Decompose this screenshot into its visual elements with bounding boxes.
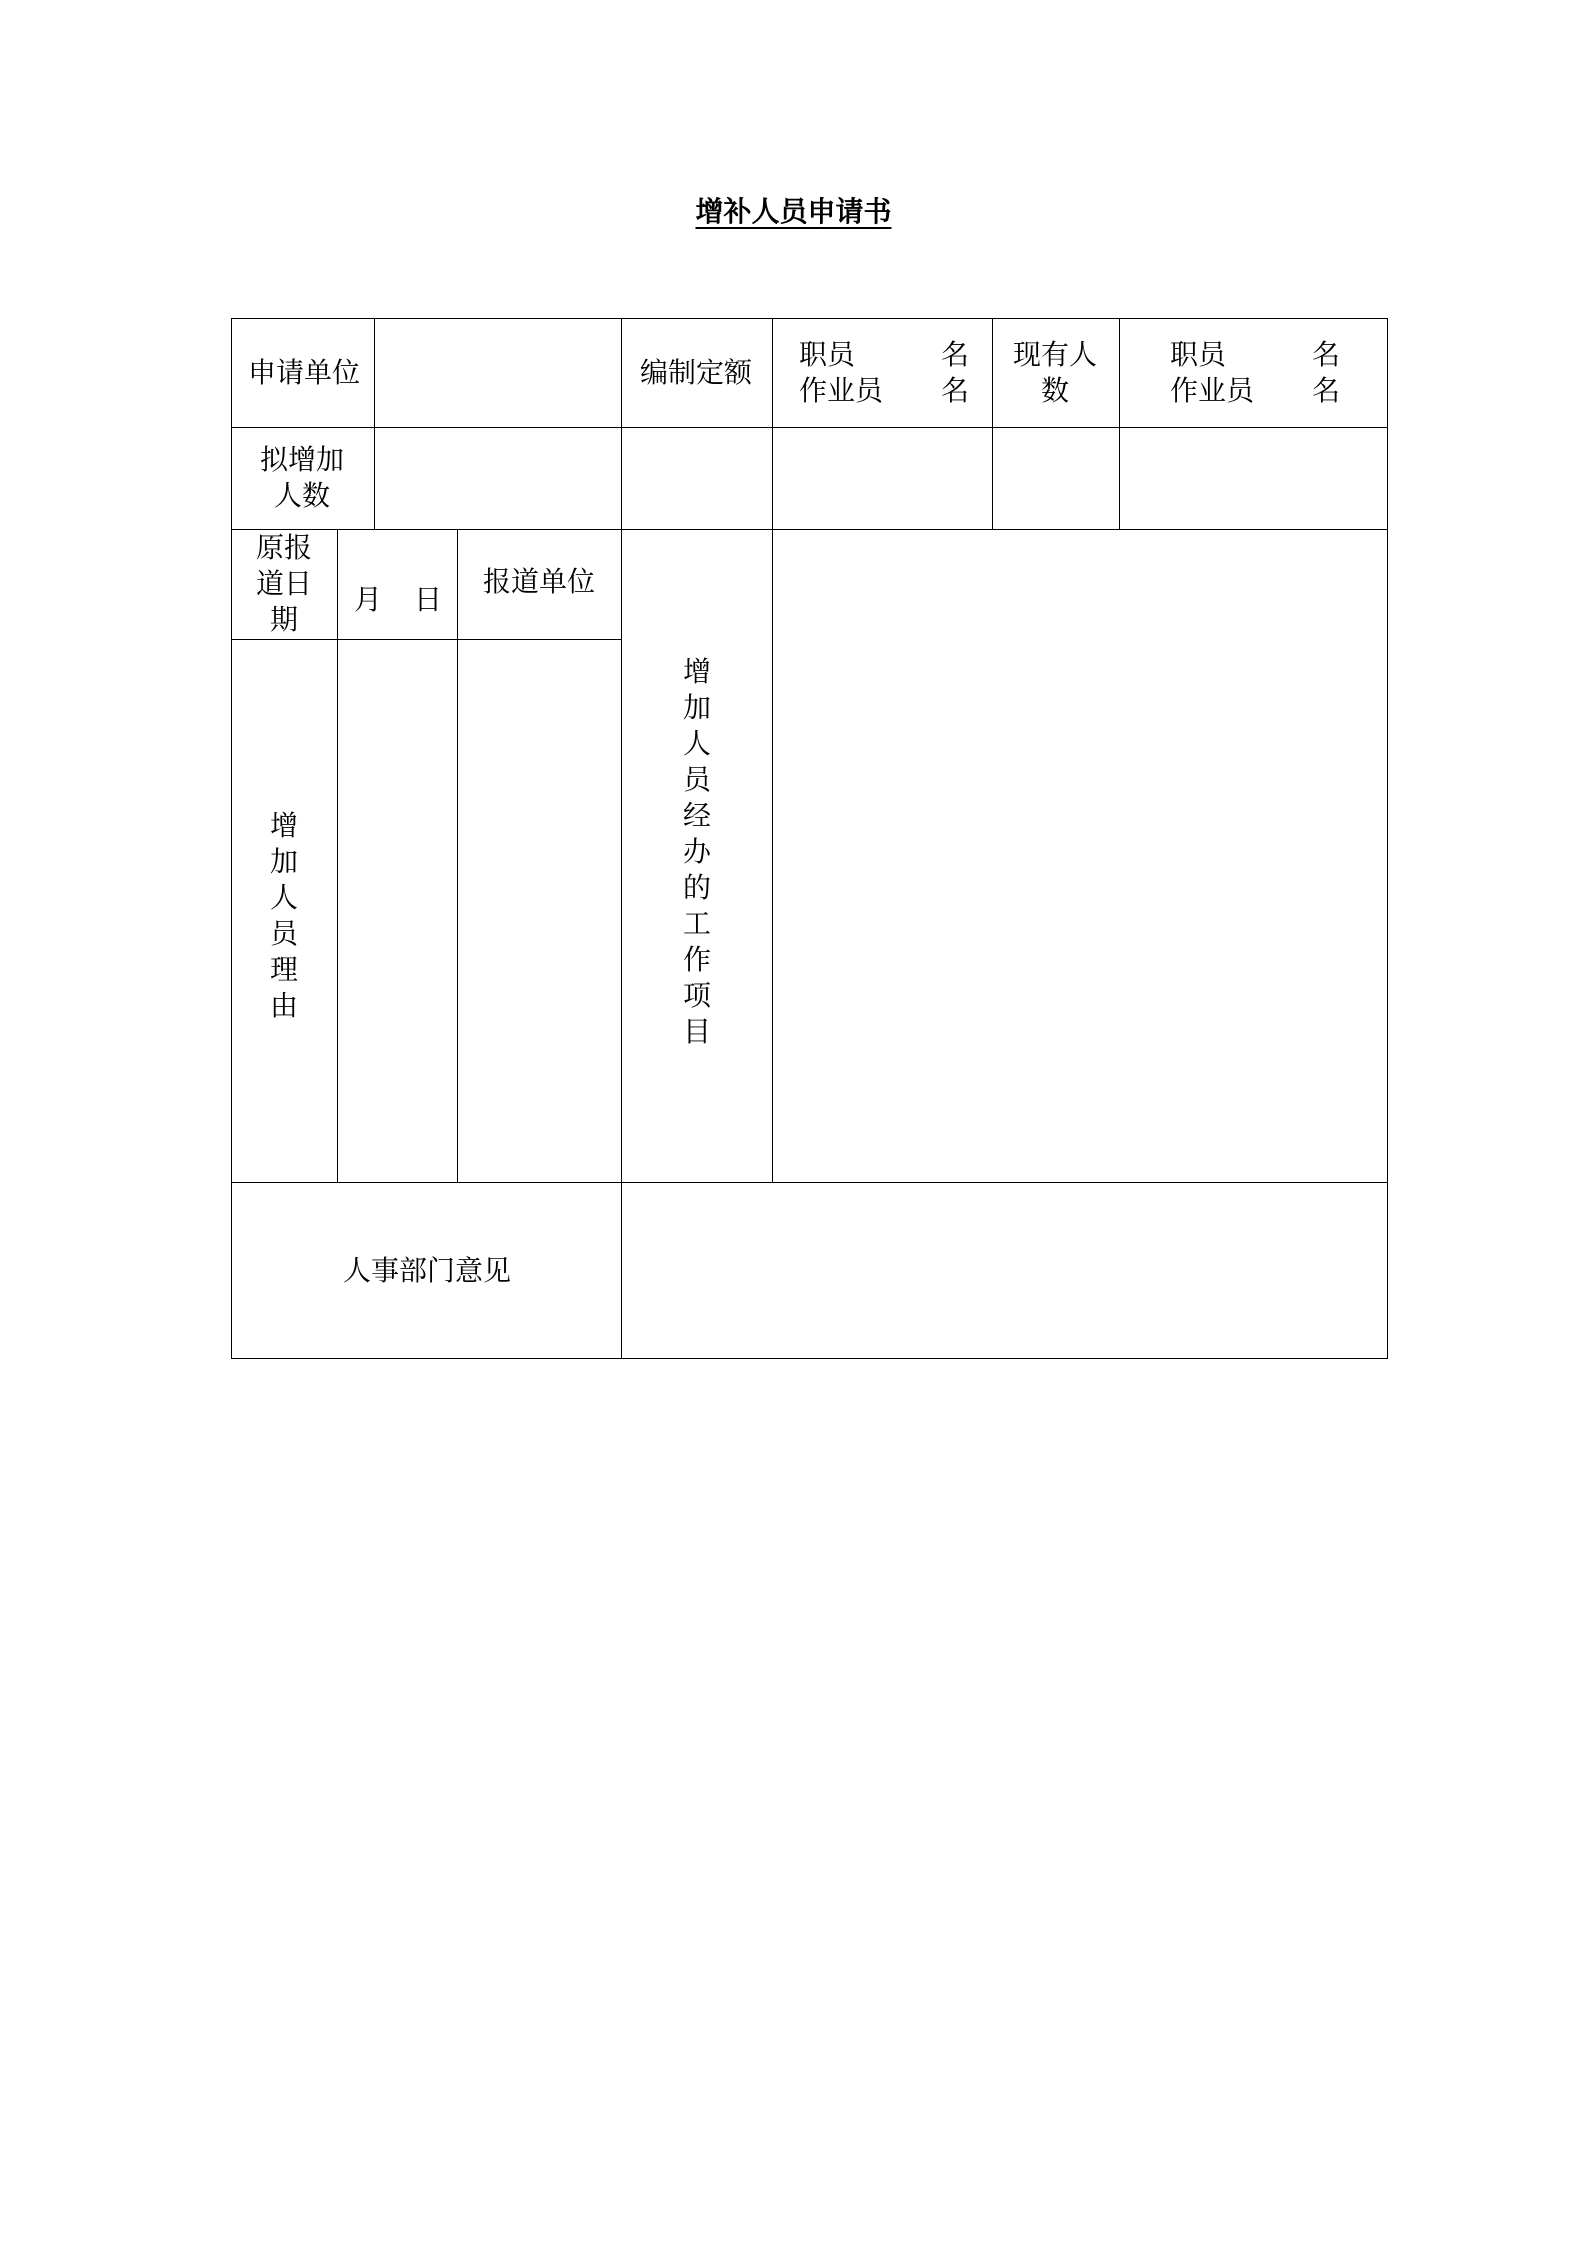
reason-field-1[interactable] — [337, 639, 458, 1183]
row2-quota-detail-field[interactable] — [772, 427, 993, 530]
current-staff-unit: 名 — [1312, 338, 1341, 371]
applicant-unit-label: 申请单位 — [248, 356, 361, 389]
reason-label-cell — [231, 639, 338, 1183]
quota-staff-unit: 名 — [941, 338, 970, 371]
quota-label-cell — [621, 318, 773, 428]
hr-opinion-field[interactable] — [621, 1182, 1388, 1359]
current-worker-unit: 名 — [1312, 374, 1341, 407]
work-items-label-cell — [621, 529, 773, 1183]
application-form-table — [231, 318, 1388, 1359]
report-date-label-cell — [231, 529, 338, 640]
report-date-label-line3: 期 — [270, 603, 299, 636]
report-unit-label: 报道单位 — [483, 565, 596, 598]
applicant-unit-field[interactable] — [374, 318, 622, 428]
current-count-label-cell — [992, 318, 1120, 428]
quota-worker-label: 作业员 — [799, 374, 884, 407]
hr-opinion-label-cell — [231, 1182, 622, 1359]
current-count-label-line2: 数 — [1041, 374, 1070, 407]
applicant-unit-label-cell — [231, 318, 375, 428]
month-label: 月 — [354, 583, 383, 616]
proposed-increase-label-line1: 拟增加 — [260, 443, 345, 476]
day-label: 日 — [414, 583, 443, 616]
report-date-field[interactable] — [337, 529, 458, 640]
report-date-label-line1: 原报 — [256, 531, 313, 564]
row2-quota-field[interactable] — [621, 427, 773, 530]
row2-current-detail-field[interactable] — [1119, 427, 1388, 530]
work-items-field[interactable] — [772, 529, 1388, 1183]
quota-worker-unit: 名 — [941, 374, 970, 407]
row2-current-count-field[interactable] — [992, 427, 1120, 530]
reason-field-2[interactable] — [457, 639, 622, 1183]
quota-value-cell[interactable] — [772, 318, 993, 428]
current-staff-label: 职员 — [1170, 338, 1227, 371]
proposed-increase-label-cell — [231, 427, 375, 530]
current-count-value-cell[interactable] — [1119, 318, 1388, 428]
document-title: 增补人员申请书 — [695, 195, 892, 228]
proposed-increase-label-line2: 人数 — [274, 479, 331, 512]
quota-label: 编制定额 — [640, 356, 753, 389]
current-count-label-line1: 现有人 — [1013, 338, 1098, 371]
report-date-label-line2: 道日 — [256, 567, 313, 600]
work-items-label: 增加人员经办的工作项目 — [682, 655, 711, 1048]
report-unit-label-cell — [457, 529, 622, 640]
hr-opinion-label: 人事部门意见 — [343, 1254, 512, 1287]
proposed-increase-field[interactable] — [374, 427, 622, 530]
quota-staff-label: 职员 — [799, 338, 856, 371]
reason-label: 增加人员理由 — [269, 809, 298, 1022]
current-worker-label: 作业员 — [1170, 374, 1255, 407]
